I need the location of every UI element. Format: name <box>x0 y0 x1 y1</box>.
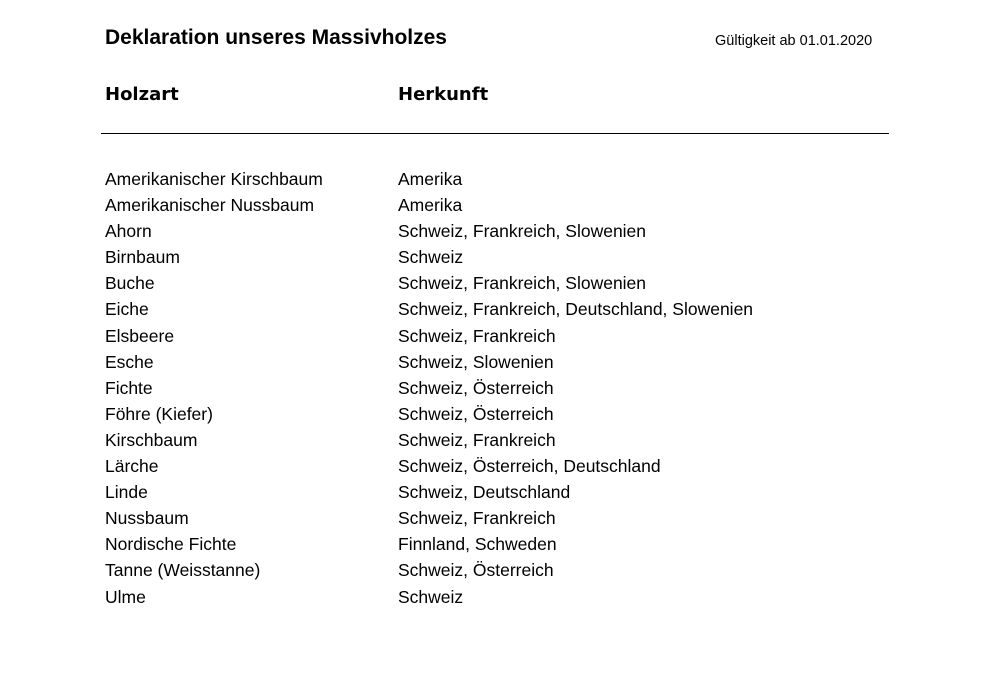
page-title: Deklaration unseres Massivholzes <box>105 26 447 49</box>
column-header-origin: Herkunft <box>398 84 489 105</box>
wood-type-cell: Tanne (Weisstanne) <box>105 560 261 581</box>
wood-type-cell: Amerikanischer Kirschbaum <box>105 169 323 189</box>
table-row <box>105 531 885 557</box>
origin-cell: Schweiz, Frankreich, Deutschland, Slowenien <box>398 299 754 320</box>
origin-cell: Schweiz, Frankreich <box>398 429 556 450</box>
origin-cell: Schweiz, Slowenien <box>398 351 554 372</box>
wood-type-cell: Ulme <box>105 586 146 607</box>
origin-cell: Schweiz, Frankreich <box>398 508 556 529</box>
origin-cell: Amerika <box>398 195 463 216</box>
origin-cell: Schweiz, Frankreich, Slowenien <box>398 221 647 242</box>
table-row <box>105 166 885 192</box>
table-row <box>105 296 885 322</box>
origin-cell: Schweiz, Österreich <box>398 560 554 581</box>
origin-cell: Schweiz <box>398 586 464 607</box>
header-divider <box>101 133 889 134</box>
table-row <box>105 453 885 479</box>
origin-cell: Schweiz, Österreich, Deutschland <box>398 456 661 477</box>
origin-cell: Schweiz <box>398 247 464 268</box>
origin-cell: Finnland, Schweden <box>398 534 557 555</box>
origin-cell: Schweiz, Österreich <box>398 403 554 424</box>
origin-cell: Schweiz, Deutschland <box>398 482 571 503</box>
table-row <box>105 270 885 296</box>
table-row <box>105 323 885 349</box>
wood-type-cell: Buche <box>105 273 155 294</box>
wood-type-cell: Elsbeere <box>105 325 175 346</box>
table-row <box>105 192 885 218</box>
origin-cell: Schweiz, Österreich <box>398 377 554 398</box>
table-row <box>105 375 885 401</box>
wood-type-cell: Kirschbaum <box>105 429 198 450</box>
table-row <box>105 349 885 375</box>
origin-cell: Amerika <box>398 169 463 189</box>
wood-type-cell: Esche <box>105 351 154 372</box>
wood-type-cell: Ahorn <box>105 221 152 242</box>
column-header-wood-type: Holzart <box>105 84 179 105</box>
wood-type-cell: Amerikanischer Nussbaum <box>105 195 315 216</box>
table-row <box>105 557 885 583</box>
table-row <box>105 427 885 453</box>
table-row <box>105 505 885 531</box>
wood-type-cell: Fichte <box>105 377 153 398</box>
origin-cell: Schweiz, Frankreich <box>398 325 556 346</box>
wood-type-cell: Eiche <box>105 299 149 320</box>
validity-date: Gültigkeit ab 01.01.2020 <box>715 33 873 49</box>
wood-type-cell: Nordische Fichte <box>105 534 237 555</box>
table-row <box>105 218 885 244</box>
wood-type-cell: Birnbaum <box>105 247 180 268</box>
wood-type-cell: Linde <box>105 482 148 503</box>
table-row <box>105 401 885 427</box>
origin-cell: Schweiz, Frankreich, Slowenien <box>398 273 647 294</box>
table-row <box>105 479 885 505</box>
table-row <box>105 244 885 270</box>
table-row <box>105 584 885 610</box>
wood-type-cell: Lärche <box>105 456 159 477</box>
wood-type-cell: Nussbaum <box>105 508 189 529</box>
wood-type-cell: Föhre (Kiefer) <box>105 403 213 424</box>
wood-table <box>105 166 885 610</box>
